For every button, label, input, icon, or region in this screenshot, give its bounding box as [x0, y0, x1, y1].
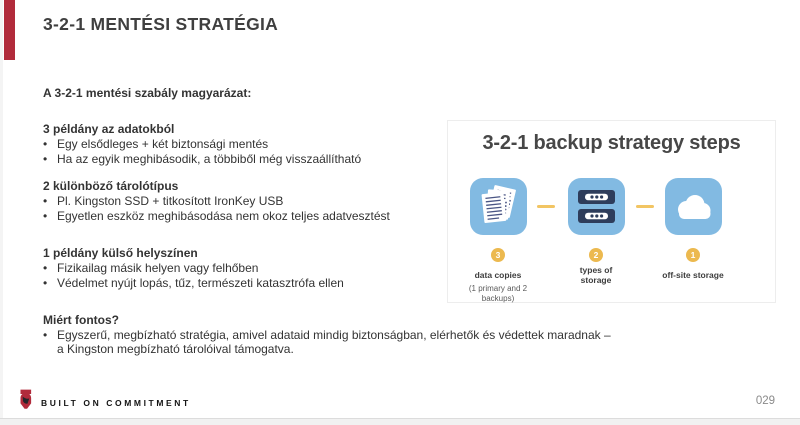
bullet-marker: •: [43, 194, 48, 209]
step-label: data copies: [474, 270, 522, 280]
bullet-text: Védelmet nyújt lopás, tűz, természeti katasztrófa ellen: [57, 275, 344, 290]
slide-left-edge: [0, 0, 3, 418]
step-number-badge: 3: [491, 248, 505, 262]
bullet-text: Pl. Kingston SSD + titkosított IronKey USB: [57, 194, 284, 209]
figure-title: 3-2-1 backup strategy steps: [482, 132, 741, 154]
slide-title: 3-2-1 MENTÉSI STRATÉGIA: [43, 14, 279, 34]
bullet-text: Egy elsődleges + két biztonsági mentés: [57, 137, 269, 151]
backup-strategy-figure: [447, 120, 776, 303]
bullet-marker: •: [43, 137, 48, 151]
bullet-text: Egyetlen eszköz meghibásodása nem okoz teljes adatvesztést: [57, 208, 390, 223]
step-label: off-site storage: [662, 270, 724, 280]
section-heading: 2 különböző tárolótípus: [43, 179, 179, 194]
bullet-marker: •: [43, 275, 48, 290]
bullet-marker: •: [43, 151, 48, 166]
kingston-rebel-logo-icon: [18, 389, 33, 414]
title-accent-bar: [4, 0, 15, 60]
bullet-marker: •: [43, 208, 48, 223]
section-heading: 1 példány külső helyszínen: [43, 246, 198, 261]
section-heading: Miért fontos?: [43, 312, 119, 327]
bullet-text: Fizikailag másik helyen vagy felhőben: [57, 261, 259, 276]
bullet-item: [43, 328, 615, 357]
step-data-copies: [450, 178, 546, 303]
step-number-badge: 1: [686, 248, 700, 262]
bullet-text: Ha az egyik meghibásodik, a többiből még visszaállítható: [57, 151, 362, 166]
step-sublabel: (1 primary and 2 backups): [468, 284, 528, 303]
page-number: 029: [755, 395, 775, 407]
footer-tagline: BUILT ON COMMITMENT: [41, 398, 191, 408]
bullet-text: Egyszerű, megbízható stratégia, amivel adataid mindig biztonságban, elérhetők és védettek maradnak – a Kingston megbízható tárolóival támogatva.: [57, 327, 611, 357]
step-label: types of storage: [579, 265, 613, 285]
section-heading: 3 példány az adatokból: [43, 122, 175, 136]
server-stack-icon: [568, 178, 625, 235]
step-storage-types: [548, 178, 644, 288]
section-why-important: [43, 313, 615, 357]
intro-line: A 3-2-1 mentési szabály magyarázat:: [43, 86, 252, 100]
step-offsite-storage: [645, 178, 741, 283]
step-number-badge: 2: [589, 248, 603, 262]
bullet-marker: •: [43, 327, 48, 342]
documents-icon: [470, 178, 527, 235]
cloud-icon: [665, 178, 722, 235]
bullet-marker: •: [43, 261, 48, 276]
